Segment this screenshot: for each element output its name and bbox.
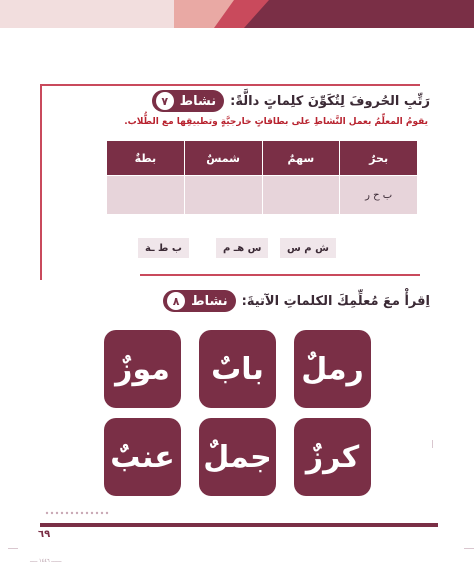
crop-mark: [432, 440, 433, 448]
footer-dot-pattern: [44, 508, 114, 518]
top-banner-stripe: [174, 0, 474, 28]
scrambled-letters-tile: ش م س: [280, 238, 336, 258]
footer-rule: [40, 523, 438, 527]
activity-7-teacher-note: يقومُ المعلِّمُ بعمل النَّشاطِ على بطاقاتٍ خارجيَّةٍ وتطبيقِها مع الطُّلاب.: [124, 117, 428, 127]
word-card: رملٌ: [294, 330, 371, 408]
activity-7-badge: [152, 90, 225, 112]
table-cell[interactable]: [262, 176, 340, 215]
activity-7-number: ٧: [156, 92, 174, 110]
table-header-cell: بحرٌ: [340, 141, 418, 176]
word-card: موزٌ: [104, 330, 181, 408]
activity-8-title: اِقرأْ معَ مُعلِّمِكَ الكلماتِ الآتيةَ:: [241, 293, 430, 309]
table-header-cell: بطةٌ: [107, 141, 185, 176]
crop-mark: [464, 548, 474, 549]
section-frame-bottom: [140, 274, 420, 276]
table-header-cell: شمسٌ: [184, 141, 262, 176]
table-cell[interactable]: ب ح ر: [340, 176, 418, 215]
table-row: [107, 176, 418, 215]
word-card: جملٌ: [199, 418, 276, 496]
activity-7-title: رَتِّبِ الحُروفَ لِتُكَوِّنَ كلِماتٍ دالَّةً:: [230, 93, 430, 109]
publisher-line: ـــــــ ١٤٤٦ ـــــ: [30, 558, 62, 564]
word-card: كرزٌ: [294, 418, 371, 496]
page-number: ٦٩: [38, 529, 51, 540]
words-table: [106, 140, 418, 215]
activity-8-number: ٨: [167, 292, 185, 310]
word-card: بابٌ: [199, 330, 276, 408]
section-frame-left: [40, 84, 42, 280]
activity-7-badge-label: نشاط: [179, 93, 217, 109]
activity-8-badge-label: نشاط: [191, 293, 228, 309]
table-header-row: [107, 141, 418, 176]
table-cell[interactable]: [184, 176, 262, 215]
scrambled-letters-tile: س هـ م: [216, 238, 268, 258]
scrambled-letters-tile: ب ط ـة: [138, 238, 189, 258]
section-frame-top: [40, 84, 420, 86]
word-card: عنبٌ: [104, 418, 181, 496]
activity-8-badge: [163, 290, 236, 312]
activity-7-header: [152, 90, 430, 112]
crop-mark: [8, 548, 18, 549]
activity-8-header: [163, 290, 430, 312]
table-cell[interactable]: [107, 176, 185, 215]
table-header-cell: سهمٌ: [262, 141, 340, 176]
